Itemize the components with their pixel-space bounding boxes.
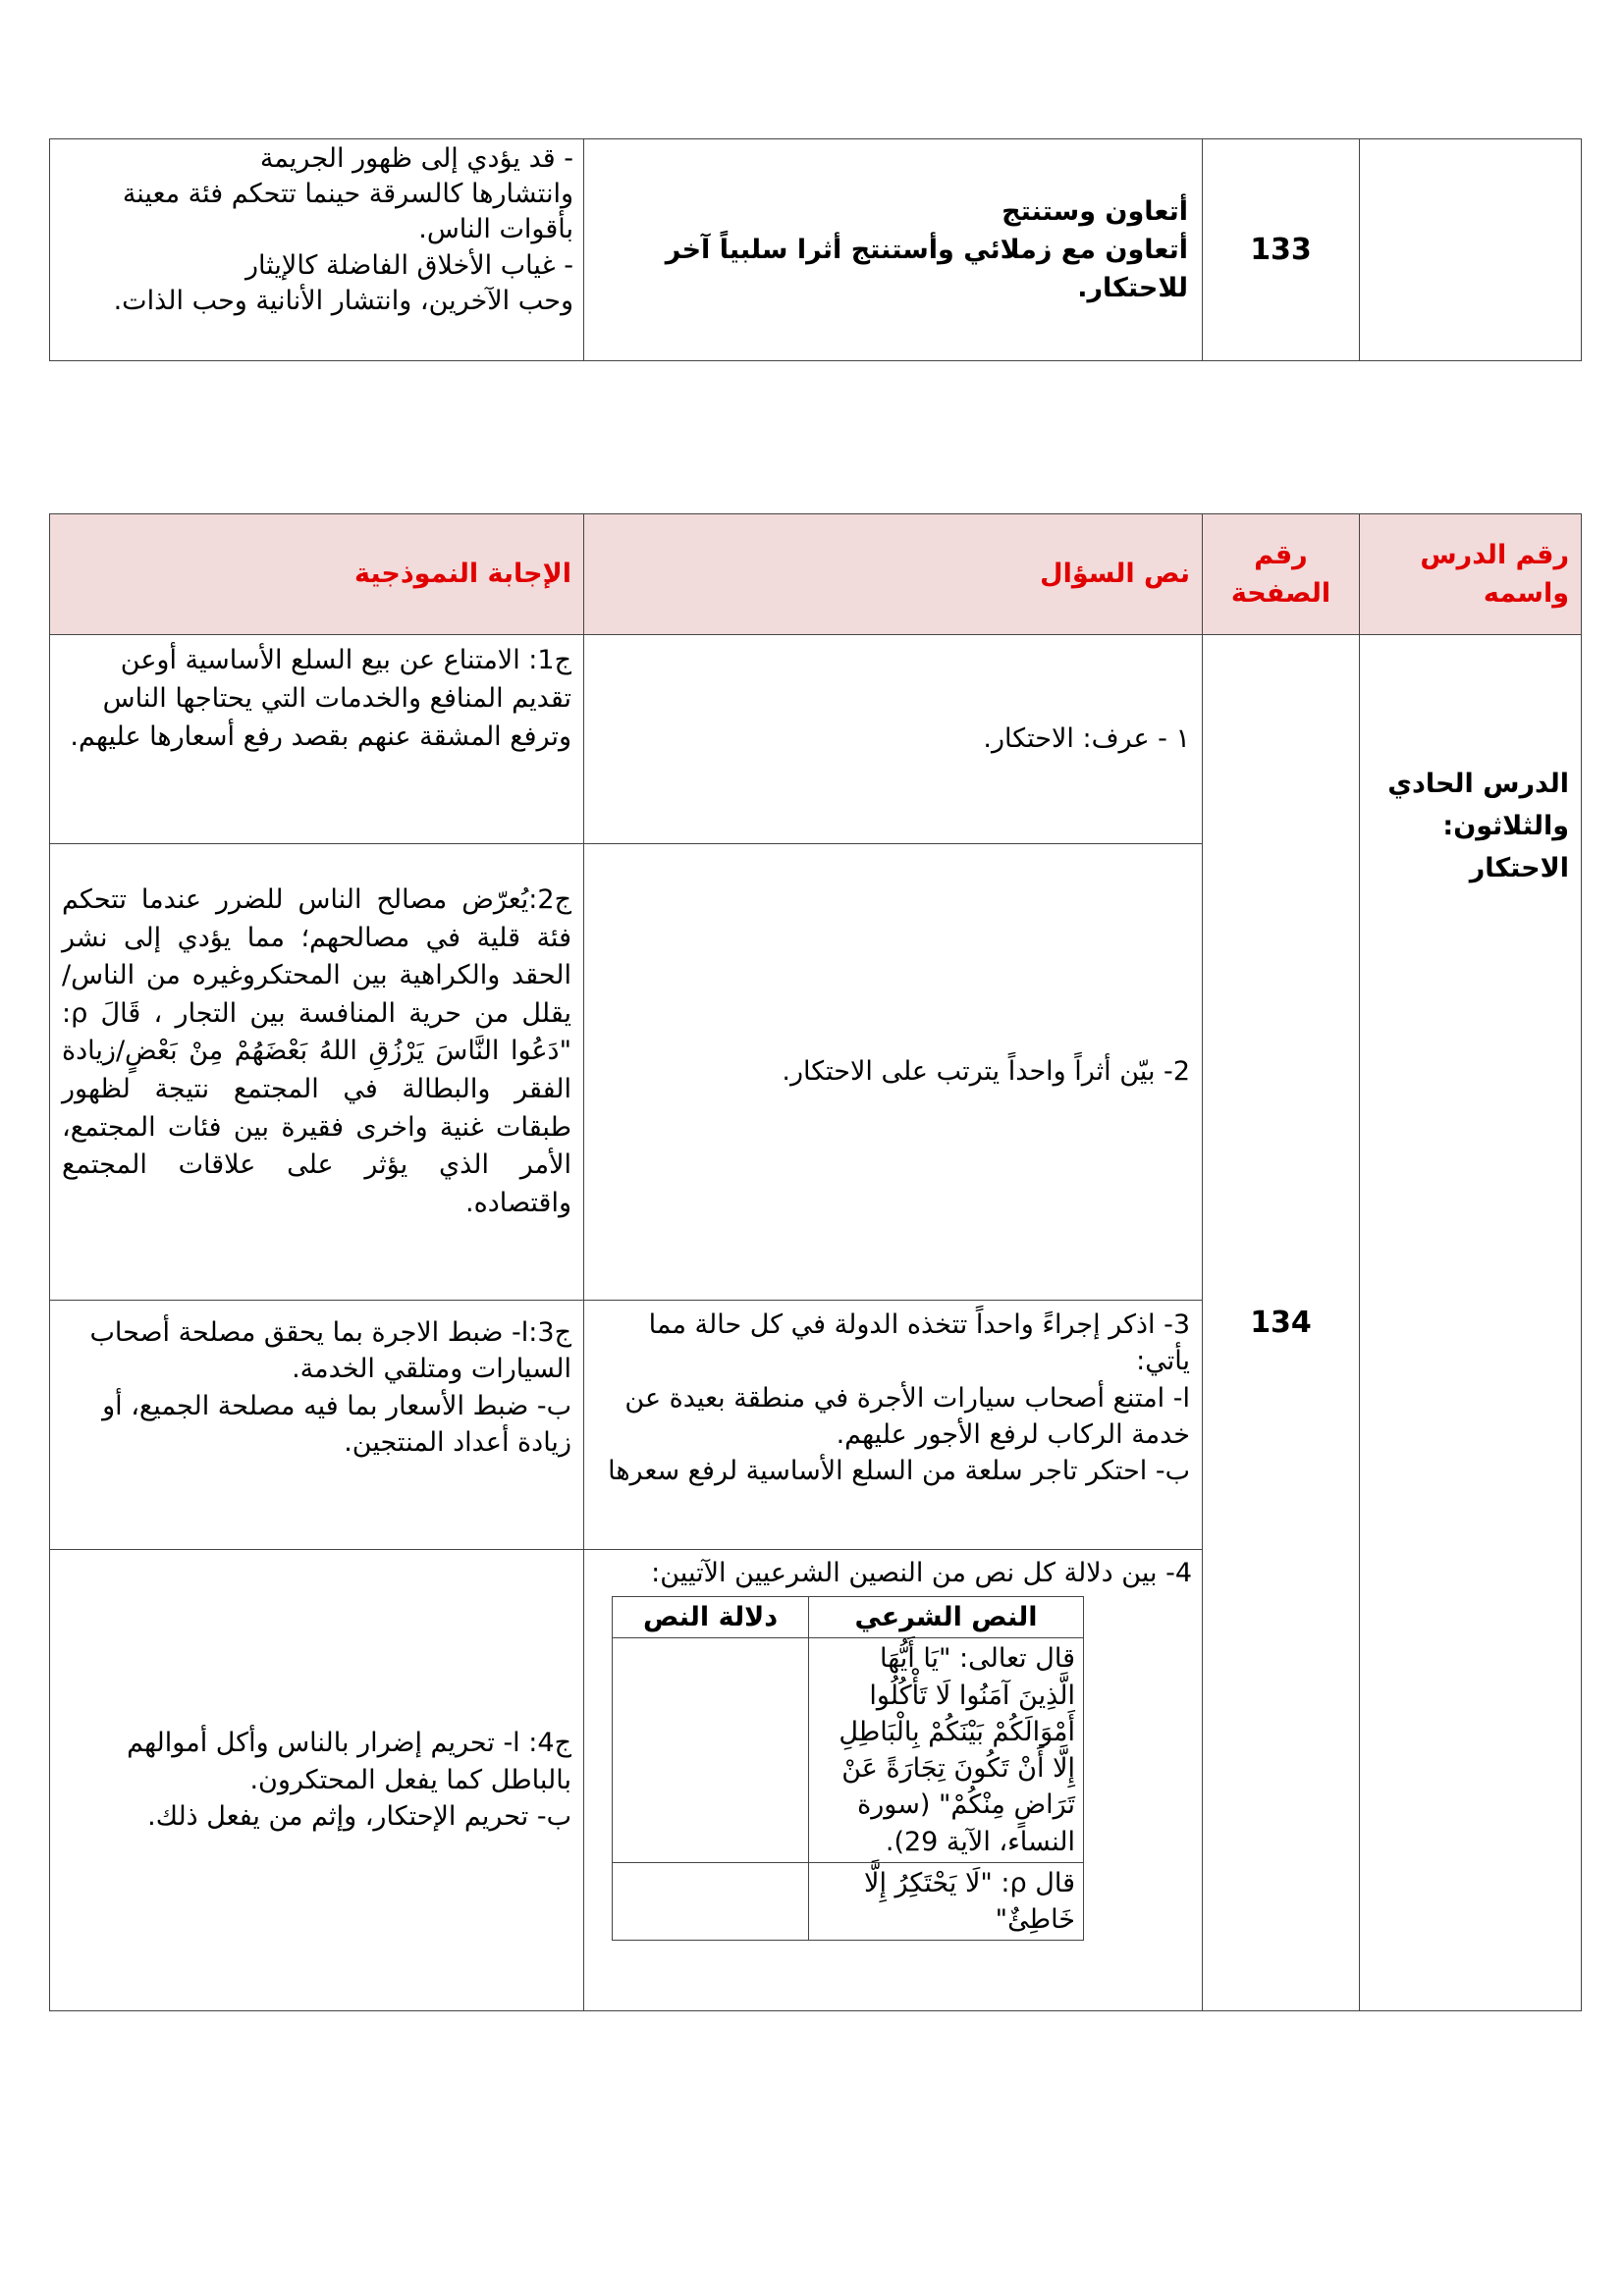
lesson-table [49, 513, 1582, 2011]
activity-text: أتعاون مع زملائي وأستنتج أثرا سلبياً آخر للاحتكار. [665, 234, 1188, 304]
activity-title: أتعاون وستنتج [1001, 195, 1188, 227]
page-number-cell: 134 [1203, 635, 1360, 2011]
header-question: نص السؤال [584, 514, 1203, 635]
sharia-text-1: قال تعالى: "يَا أَيُّهَا الَّذِينَ آمَنُوا لَا تَأْكُلُوا أَمْوَالَكُمْ بَيْنَكُمْ بِالْبَاطِلِ إِلَّا أَنْ تَكُونَ تِجَارَةً عَنْ تَرَاضٍ مِنْكُمْ" (سورة النساء، الآية 29). [809, 1638, 1084, 1863]
lesson-name-cell [1360, 635, 1582, 2011]
sharia-text-2: قال ρ: "لَا يَحْتَكِرُ إِلَّا خَاطِئٌ" [809, 1862, 1084, 1941]
header-lesson: رقم الدرس واسمه [1360, 514, 1582, 635]
question-2: 2- بيّن أثراً واحداً يترتب على الاحتكار. [584, 844, 1203, 1301]
question-1: ١ - عرف: الاحتكار. [584, 635, 1203, 844]
inner-header-meaning: دلالة النص [613, 1597, 809, 1638]
answer-1: ج1: الامتناع عن بيع السلع الأساسية أوعن تقديم المنافع والخدمات التي يحتاجها الناس وترفع المشقة عنهم بقصد رفع أسعارها عليهم. [50, 635, 584, 844]
answer-line: - قد يؤدي إلى ظهور الجريمة [259, 143, 573, 174]
meaning-2 [613, 1862, 809, 1941]
answer-4: ج4: ا- تحريم إضرار بالناس وأكل أموالهم بالباطل كما يفعل المحتكرون. ب- تحريم الإحتكار، وإثم من يفعل ذلك. [50, 1550, 584, 2011]
lesson-name: الدرس الحادي والثلاثون: الاحتكار [1387, 769, 1569, 884]
answer-line: وانتشارها كالسرقة حينما تتحكم فئة معينة بأقوات الناس. [122, 179, 573, 245]
activity-table [49, 138, 1582, 361]
inner-header-text: النص الشرعي [809, 1597, 1084, 1638]
header-page: رقم الصفحة [1203, 514, 1360, 635]
activity-cell [584, 139, 1203, 361]
texts-table [612, 1596, 1084, 1941]
answer-line: وحب الآخرين، وانتشار الأنانية وحب الذات. [113, 285, 573, 316]
question-4-intro: 4- بين دلالة كل نص من النصين الشرعيين الآتيين: [651, 1558, 1192, 1588]
question-3: 3- اذكر إجراءً واحداً تتخذه الدولة في كل حالة مما يأتي: ا- امتنع أصحاب سيارات الأجرة في منطقة بعيدة عن خدمة الركاب لرفع الأجور عليهم. ب- احتكر تاجر سلعة من السلع الأساسية لرفع سعرها [584, 1301, 1203, 1550]
header-answer: الإجابة النموذجية [50, 514, 584, 635]
lesson-cell-empty [1360, 139, 1582, 361]
page-number-cell: 133 [1203, 139, 1360, 361]
answer-2: ج2:يُعرّض مصالح الناس للضرر عندما تتحكم فئة قلية في مصالحهم؛ مما يؤدي إلى نشر الحقد والكراهية بين المحتكروغيره من الناس/ يقلل من حرية المنافسة بين التجار ، قَالَ ρ: "دَعُوا النَّاسَ يَرْزُقِ اللهُ بَعْضَهُمْ مِنْ بَعْضٍ/زيادة الفقر والبطالة في المجتمع نتيجة لظهور طبقات غنية واخرى فقيرة بين فئات المجتمع، الأمر الذي يؤثر على علاقات المجتمع واقتصاده. [50, 844, 584, 1301]
answer-line: - غياب الأخلاق الفاضلة كالإيثار [245, 249, 573, 281]
question-4 [584, 1550, 1203, 2011]
meaning-1 [613, 1638, 809, 1863]
activity-answer-cell [50, 139, 584, 361]
answer-3: ج3:ا- ضبط الاجرة بما يحقق مصلحة أصحاب السيارات ومتلقي الخدمة. ب- ضبط الأسعار بما فيه مصلحة الجميع، أو زيادة أعداد المنتجين. [50, 1301, 584, 1550]
